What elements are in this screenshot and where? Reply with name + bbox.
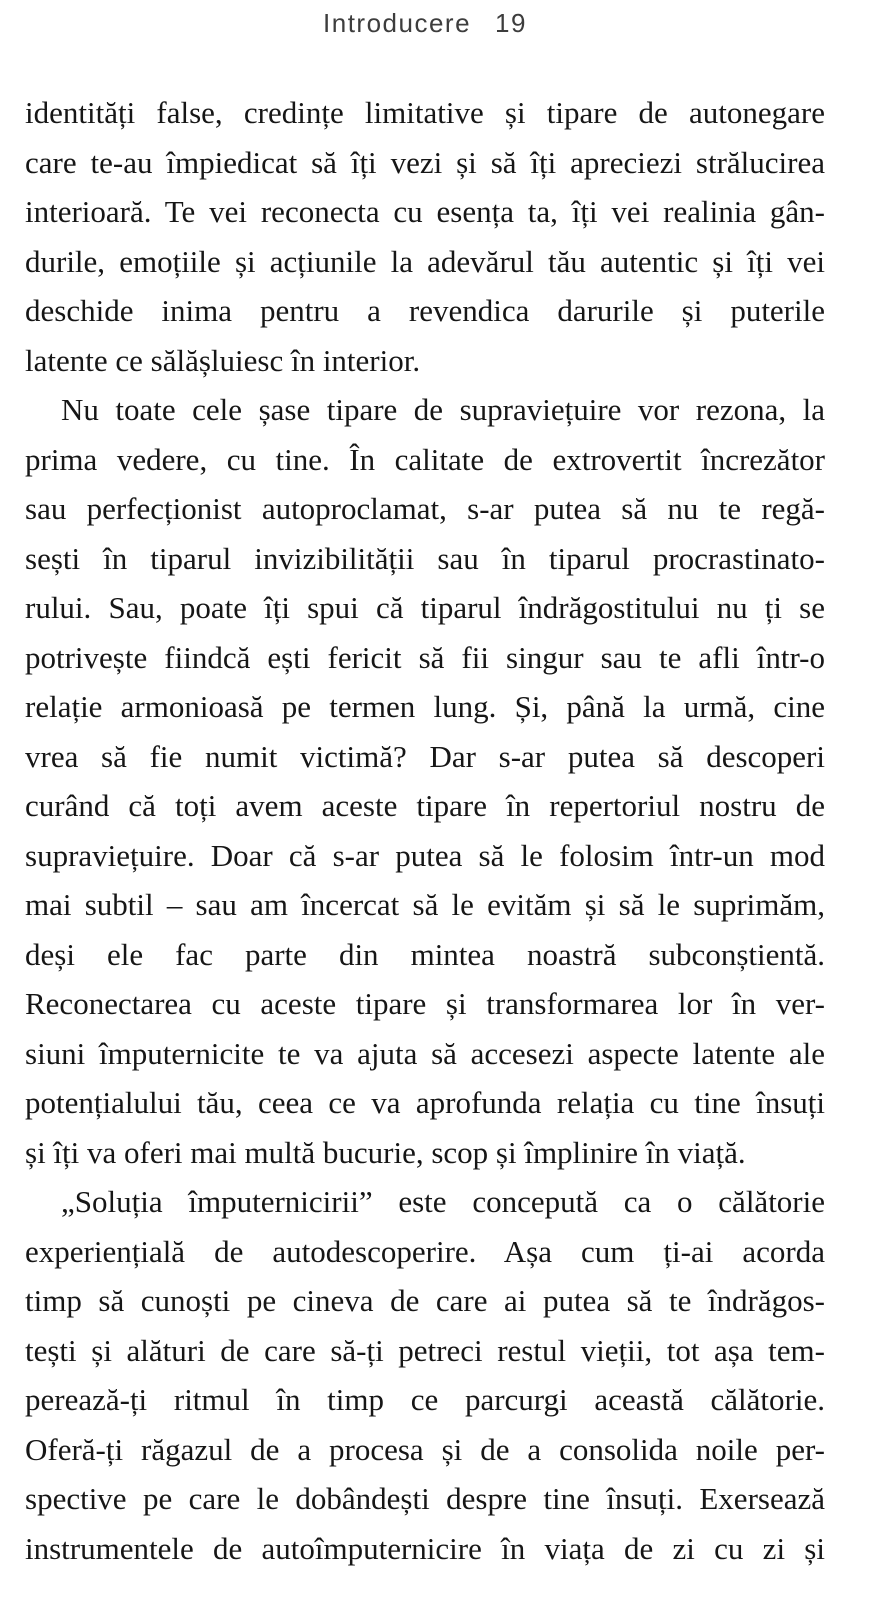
text-line: sești în tiparul invizibilității sau în tiparul procrastinato- — [25, 540, 825, 576]
text-line: deschide inima pentru a revendica darurile și puterile — [25, 293, 825, 328]
text-line: deși ele fac parte din mintea noastră subconștientă. — [25, 936, 825, 972]
text-line: potrivește fiindcă ești fericit să fii singur sau te afli într-o — [25, 639, 825, 675]
text-line: mai subtil – sau am încercat să le evităm și să le suprimăm, — [25, 887, 825, 922]
text-line: latente ce sălășluiesc în interior. — [25, 342, 421, 378]
text-line: „Soluția împuternicirii” este concepută ca o călătorie — [61, 1184, 825, 1219]
text-line: supraviețuire. Doar că s-ar putea să le folosim într-un mod — [25, 837, 825, 873]
text-line: tești și alături de care să-ți petreci restul vieții, tot așa tem- — [25, 1332, 825, 1368]
text-line: experiențială de autodescoperire. Așa cum ți-ai acorda — [25, 1233, 825, 1269]
text-line: durile, emoțiile și acțiunile la adevărul tău autentic și îți vei — [25, 243, 825, 279]
text-line: interioară. Te vei reconecta cu esența ta, îți vei realinia gân- — [25, 194, 825, 229]
text-line: relație armonioasă pe termen lung. Și, până la urmă, cine — [25, 689, 825, 724]
running-head — [25, 8, 825, 39]
chapter-title: Introducere — [323, 8, 472, 38]
text-line: care te-au împiedicat să îți vezi și să îți apreciezi strălucirea — [25, 144, 825, 180]
text-line: curând că toți avem aceste tipare în repertoriul nostru de — [25, 788, 825, 823]
text-line: identități false, credințe limitative și tipare de autonegare — [25, 95, 825, 130]
text-line: vrea să fie numit victimă? Dar s-ar putea să descoperi — [25, 738, 825, 774]
paragraph — [25, 1177, 825, 1573]
paragraph — [25, 385, 825, 1177]
text-line: timp să cunoști pe cineva de care ai putea să te îndrăgos- — [25, 1283, 825, 1318]
text-line: sau perfecționist autoproclamat, s-ar putea să nu te regă- — [25, 491, 825, 526]
text-line: și îți va oferi mai multă bucurie, scop și împlinire în viață. — [25, 1134, 746, 1170]
text-line: spective pe care le dobândești despre tine însuți. Exersează — [25, 1481, 825, 1516]
body-text — [25, 88, 825, 1573]
page-number: 19 — [495, 8, 527, 38]
text-line: Nu toate cele șase tipare de supraviețuire vor rezona, la — [61, 392, 825, 427]
text-line: perează-ți ritmul în timp ce parcurgi această călătorie. — [25, 1382, 825, 1417]
text-line: Reconectarea cu aceste tipare și transformarea lor în ver- — [25, 986, 825, 1021]
text-line: prima vedere, cu tine. În calitate de extrovertit încrezător — [25, 441, 825, 477]
paragraph — [25, 88, 825, 385]
text-line: instrumentele de autoîmputernicire în viața de zi cu zi și — [25, 1530, 825, 1566]
text-line: siuni împuternicite te va ajuta să accesezi aspecte latente ale — [25, 1035, 825, 1071]
text-line: Oferă-ți răgazul de a procesa și de a consolida noile per- — [25, 1431, 825, 1467]
text-line: potențialului tău, ceea ce va aprofunda relația cu tine însuți — [25, 1085, 825, 1120]
text-line: rului. Sau, poate îți spui că tiparul îndrăgostitului nu ți se — [25, 590, 825, 625]
